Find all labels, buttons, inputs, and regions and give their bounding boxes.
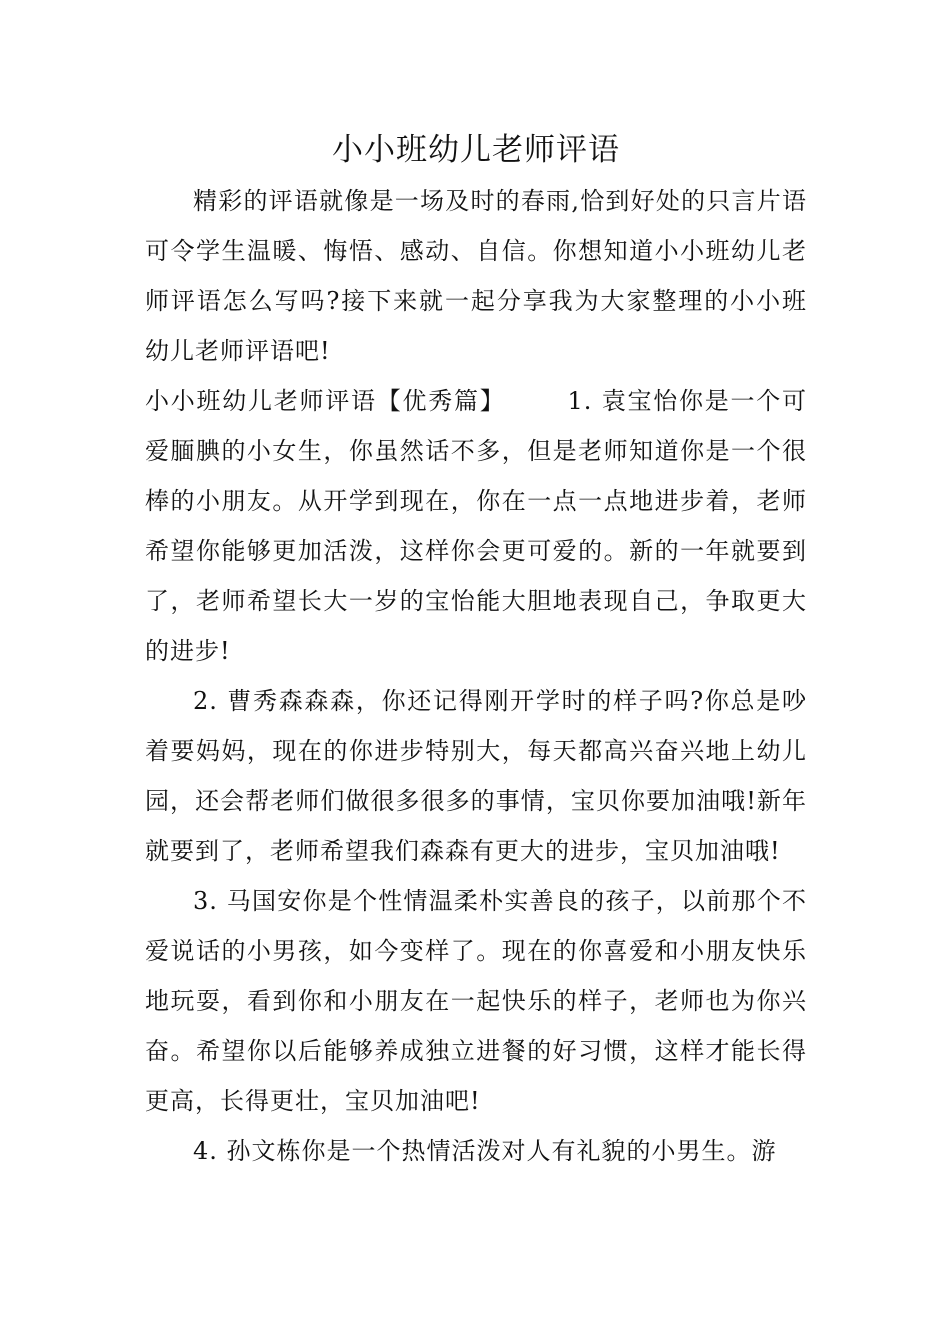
comment-item-1: 1. 袁宝怡你是一个可爱腼腆的小女生，你虽然话不多，但是老师知道你是一个很棒的小朋友。从开学到现在，你在一点一点地进步着，老师希望你能够更加活泼，这样你会更可爱的。新的一年就要到了，老师希望长大一岁的宝怡能大胆地表现自己，争取更大的进步! [145, 387, 807, 665]
section-heading: 小小班幼儿老师评语【优秀篇】 [145, 387, 506, 415]
page-title: 小小班幼儿老师评语 [332, 132, 620, 168]
comment-item-4: 4. 孙文栋你是一个热情活泼对人有礼貌的小男生。游 [193, 1137, 777, 1165]
intro-paragraph: 精彩的评语就像是一场及时的春雨,恰到好处的只言片语可令学生温暖、悔悟、感动、自信。你想知道小小班幼儿老师评语怎么写吗?接下来就一起分享我为大家整理的小小班幼儿老师评语吧! [145, 187, 807, 365]
document-body [145, 124, 807, 1176]
comment-item-3: 3. 马国安你是个性情温柔朴实善良的孩子，以前那个不爱说话的小男孩，如今变样了。现在的你喜爱和小朋友快乐地玩耍，看到你和小朋友在一起快乐的样子，老师也为你兴奋。希望你以后能够养成独立进餐的好习惯，这样才能长得更高，长得更壮，宝贝加油吧! [145, 887, 807, 1115]
section-paragraph [145, 376, 807, 676]
comment-item-2: 2. 曹秀森森森，你还记得刚开学时的样子吗?你总是吵着要妈妈，现在的你进步特别大，每天都高兴奋兴地上幼儿园，还会帮老师们做很多很多的事情，宝贝你要加油哦!新年就要到了，老师希望我们森森有更大的进步，宝贝加油哦! [145, 687, 807, 865]
